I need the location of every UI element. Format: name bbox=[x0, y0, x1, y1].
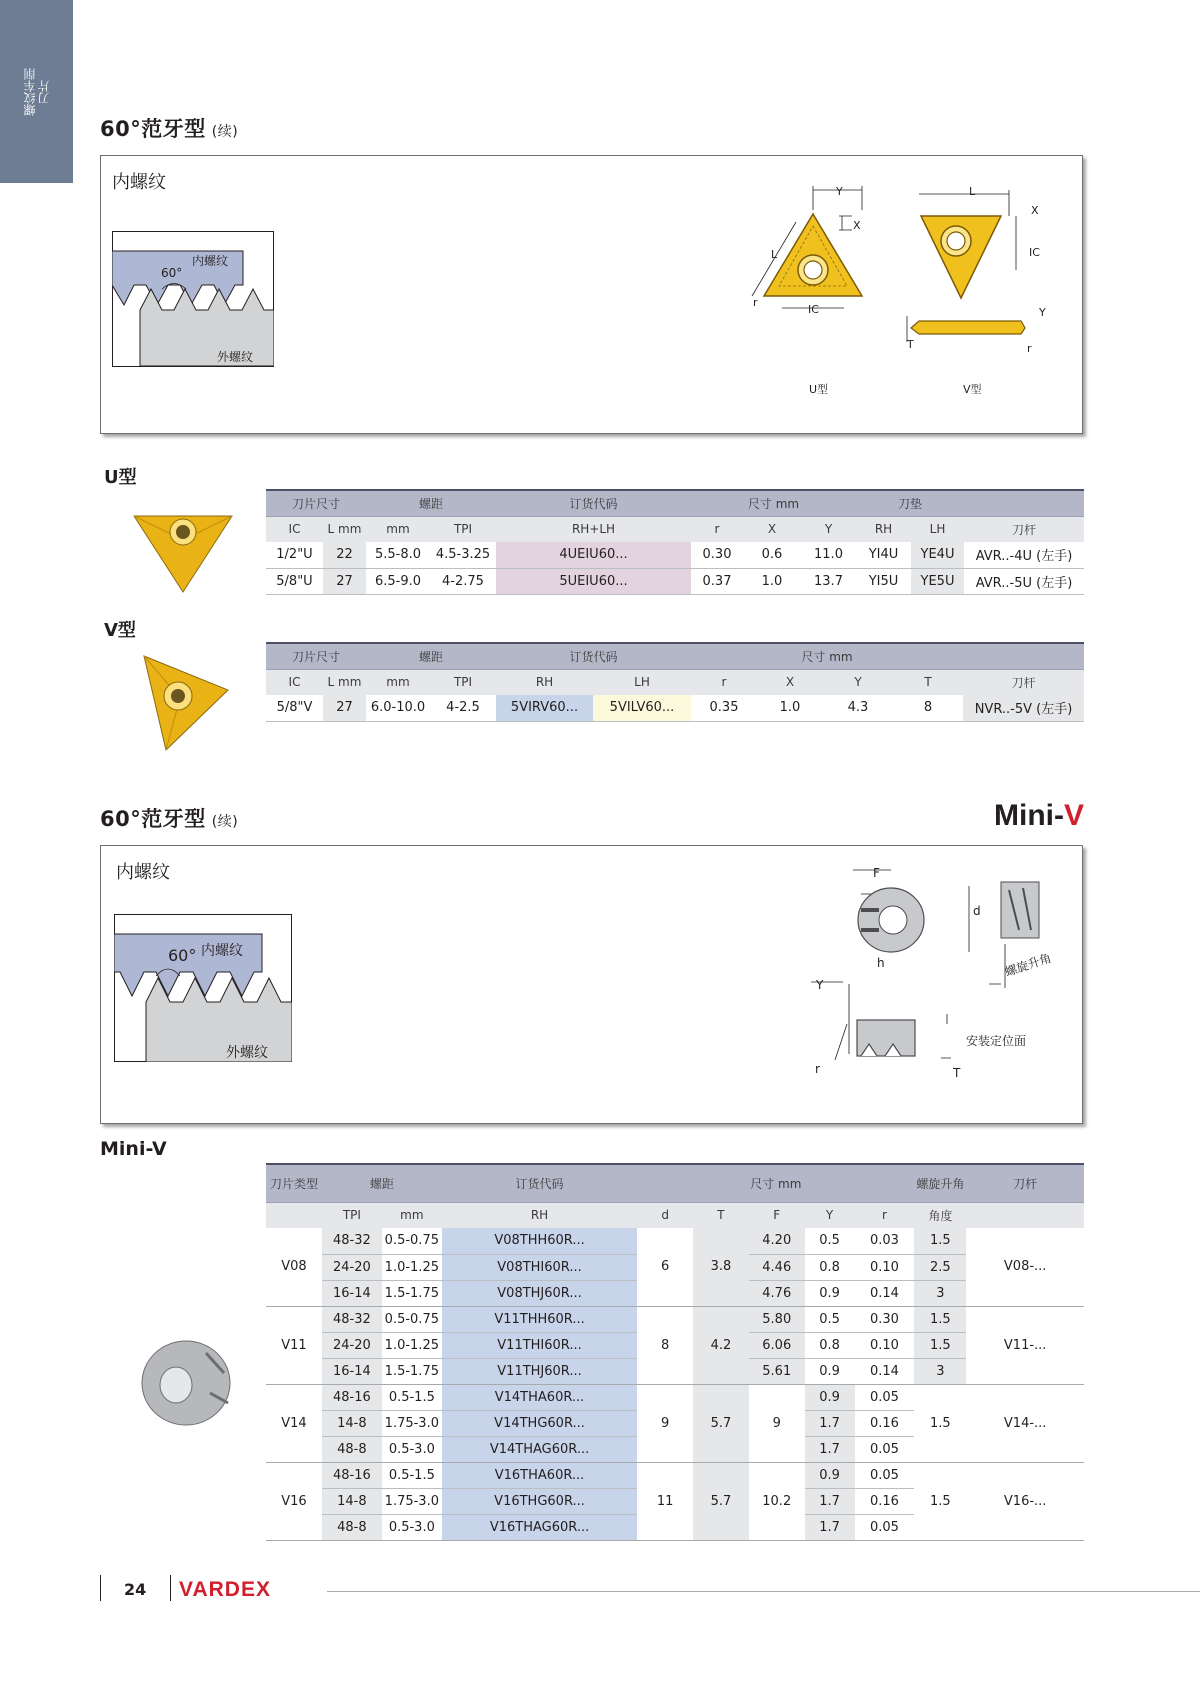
cell-ic: 5/8"U bbox=[266, 568, 323, 594]
cell-y: 0.5 bbox=[805, 1306, 855, 1332]
cell-y: 0.8 bbox=[805, 1332, 855, 1358]
cell-angle: 2.5 bbox=[914, 1254, 966, 1280]
column-header: F bbox=[749, 1202, 805, 1228]
cell-rh: V11THJ60R... bbox=[442, 1358, 637, 1384]
cell-type: V11 bbox=[266, 1306, 322, 1384]
cell-angle: 1.5 bbox=[914, 1384, 966, 1462]
cell-rh: V14THA60R... bbox=[442, 1384, 637, 1410]
cell-mm: 1.5-1.75 bbox=[382, 1358, 442, 1384]
helix-angle-label: 螺旋升角 bbox=[1003, 950, 1054, 980]
cell-rh: V11THI60R... bbox=[442, 1332, 637, 1358]
v-dim-y: Y bbox=[1039, 306, 1046, 319]
cell-tpi: 4-2.75 bbox=[430, 568, 496, 594]
cell-tpi: 24-20 bbox=[322, 1254, 382, 1280]
cell-ic: 1/2"U bbox=[266, 542, 323, 568]
cell-tpi: 4-2.5 bbox=[430, 695, 496, 721]
u-dim-r: r bbox=[753, 296, 758, 309]
column-header: IC bbox=[266, 516, 323, 542]
cell-shim-rh: YI4U bbox=[856, 542, 911, 568]
mini-dim-t: T bbox=[953, 1066, 961, 1080]
cell-r: 0.05 bbox=[855, 1384, 915, 1410]
cell-mm: 6.0-10.0 bbox=[366, 695, 430, 721]
cell-mm: 0.5-1.5 bbox=[382, 1384, 442, 1410]
cell-f: 5.61 bbox=[749, 1358, 805, 1384]
cell-code-rh: 5VIRV60... bbox=[496, 695, 593, 721]
cell-y: 11.0 bbox=[801, 542, 856, 568]
column-header-empty bbox=[266, 1202, 322, 1228]
cell-r: 0.10 bbox=[855, 1254, 915, 1280]
side-tab-text: 螺纹车削 刀片 bbox=[22, 67, 51, 116]
thread-angle-label: 60° bbox=[168, 946, 197, 965]
group-header: 螺距 bbox=[322, 1164, 442, 1202]
cell-rh: V16THA60R... bbox=[442, 1462, 637, 1488]
cell-code: 5UEIU60... bbox=[496, 568, 691, 594]
column-header: TPI bbox=[430, 516, 496, 542]
column-header: L mm bbox=[323, 669, 366, 695]
cell-d: 11 bbox=[637, 1462, 693, 1540]
group-header: 尺寸 mm bbox=[637, 1164, 914, 1202]
cell-code: 4UEIU60... bbox=[496, 542, 691, 568]
column-header: r bbox=[691, 669, 757, 695]
column-header: Y bbox=[805, 1202, 855, 1228]
thread-outer-label: 外螺纹 bbox=[226, 1045, 268, 1061]
cell-y: 4.3 bbox=[823, 695, 893, 721]
cell-mm: 0.5-0.75 bbox=[382, 1228, 442, 1254]
side-tab bbox=[0, 0, 73, 183]
section-title-text: 60°范牙型 bbox=[100, 117, 206, 141]
group-header: 刀片尺寸 bbox=[266, 643, 366, 669]
column-header: 角度 bbox=[914, 1202, 966, 1228]
cell-holder: NVR..-5V (左手) bbox=[963, 695, 1084, 721]
mini-dim-r: r bbox=[815, 1062, 820, 1076]
column-header: IC bbox=[266, 669, 323, 695]
mini-v-brand-text: Mini- bbox=[994, 799, 1064, 832]
u-dim-y: Y bbox=[836, 185, 843, 198]
column-header: TPI bbox=[322, 1202, 382, 1228]
cell-y: 1.7 bbox=[805, 1488, 855, 1514]
seat-face-label: 安装定位面 bbox=[966, 1034, 1027, 1048]
table-row bbox=[266, 542, 1084, 568]
cell-f: 4.46 bbox=[749, 1254, 805, 1280]
cell-r: 0.14 bbox=[855, 1358, 915, 1384]
cell-y: 1.7 bbox=[805, 1410, 855, 1436]
column-header: r bbox=[691, 516, 743, 542]
cell-ic: 5/8"V bbox=[266, 695, 323, 721]
cell-mm: 0.5-3.0 bbox=[382, 1514, 442, 1540]
table-row bbox=[266, 1462, 1084, 1488]
cell-mm: 1.0-1.25 bbox=[382, 1254, 442, 1280]
column-header: T bbox=[893, 669, 963, 695]
cell-l: 27 bbox=[323, 568, 366, 594]
page-number: 24 bbox=[124, 1580, 147, 1599]
group-header: 订货代码 bbox=[496, 490, 691, 516]
group-header: 刀垫 bbox=[856, 490, 964, 516]
cell-f: 5.80 bbox=[749, 1306, 805, 1332]
cell-tpi: 16-14 bbox=[322, 1358, 382, 1384]
mini-v-insert-image bbox=[136, 1333, 236, 1433]
cell-t: 3.8 bbox=[693, 1228, 749, 1306]
group-header: 刀片类型 bbox=[266, 1164, 322, 1202]
group-header: 螺距 bbox=[366, 643, 496, 669]
cell-type: V16 bbox=[266, 1462, 322, 1540]
mini-dim-f: F bbox=[873, 866, 880, 880]
v-dim-l: L bbox=[969, 185, 976, 198]
cell-angle: 1.5 bbox=[914, 1228, 966, 1254]
v-type-drawing bbox=[901, 186, 1031, 366]
group-header: 螺距 bbox=[366, 490, 496, 516]
cell-tpi: 16-14 bbox=[322, 1280, 382, 1306]
cell-f: 4.20 bbox=[749, 1228, 805, 1254]
cell-r: 0.05 bbox=[855, 1462, 915, 1488]
cell-rh: V11THH60R... bbox=[442, 1306, 637, 1332]
cell-t: 4.2 bbox=[693, 1306, 749, 1384]
cell-mm: 1.0-1.25 bbox=[382, 1332, 442, 1358]
cell-tpi: 48-32 bbox=[322, 1306, 382, 1332]
cell-y: 0.9 bbox=[805, 1462, 855, 1488]
mini-dim-h: h bbox=[877, 956, 885, 970]
mini-v-brand bbox=[994, 799, 1084, 833]
section-title-cont: (续) bbox=[211, 124, 239, 140]
cell-r: 0.37 bbox=[691, 568, 743, 594]
v-insert-image bbox=[138, 650, 234, 756]
v-dim-ic: IC bbox=[1029, 246, 1040, 259]
column-header: L mm bbox=[323, 516, 366, 542]
cell-tpi: 48-16 bbox=[322, 1384, 382, 1410]
u-dim-ic: IC bbox=[808, 303, 819, 316]
u-dim-l: L bbox=[771, 248, 778, 261]
cell-rh: V08THH60R... bbox=[442, 1228, 637, 1254]
thread-outer-label: 外螺纹 bbox=[217, 350, 254, 364]
cell-r: 0.10 bbox=[855, 1332, 915, 1358]
u-dim-x: X bbox=[853, 219, 861, 232]
cell-t: 5.7 bbox=[693, 1462, 749, 1540]
column-header: Y bbox=[801, 516, 856, 542]
cell-rh: V16THG60R... bbox=[442, 1488, 637, 1514]
cell-y: 1.7 bbox=[805, 1436, 855, 1462]
cell-y: 0.5 bbox=[805, 1228, 855, 1254]
group-header: 螺旋升角 bbox=[914, 1164, 966, 1202]
cell-angle: 1.5 bbox=[914, 1332, 966, 1358]
cell-rh: V14THAG60R... bbox=[442, 1436, 637, 1462]
cell-holder: V11-... bbox=[966, 1306, 1084, 1384]
column-header: 刀杆 bbox=[964, 516, 1084, 542]
cell-holder: V08-... bbox=[966, 1228, 1084, 1306]
cell-t: 5.7 bbox=[693, 1384, 749, 1462]
cell-y: 13.7 bbox=[801, 568, 856, 594]
cell-tpi: 48-8 bbox=[322, 1436, 382, 1462]
column-header: d bbox=[637, 1202, 693, 1228]
cell-holder: AVR..-4U (左手) bbox=[964, 542, 1084, 568]
column-header: RH+LH bbox=[496, 516, 691, 542]
thread-diagram bbox=[114, 914, 292, 1062]
table-row bbox=[266, 1228, 1084, 1254]
mini-dim-d: d bbox=[973, 904, 981, 918]
v-type-caption: V型 bbox=[963, 383, 982, 396]
cell-type: V14 bbox=[266, 1384, 322, 1462]
footer-divider bbox=[170, 1575, 171, 1601]
cell-angle: 1.5 bbox=[914, 1306, 966, 1332]
column-header: mm bbox=[366, 516, 430, 542]
cell-rh: V14THG60R... bbox=[442, 1410, 637, 1436]
cell-r: 0.14 bbox=[855, 1280, 915, 1306]
group-header: 订货代码 bbox=[496, 643, 691, 669]
cell-f: 6.06 bbox=[749, 1332, 805, 1358]
column-header: T bbox=[693, 1202, 749, 1228]
section-title-2 bbox=[100, 803, 238, 833]
u-type-table bbox=[266, 489, 1084, 595]
cell-mm: 5.5-8.0 bbox=[366, 542, 430, 568]
cell-holder: V14-... bbox=[966, 1384, 1084, 1462]
v-type-table bbox=[266, 642, 1084, 722]
cell-d: 6 bbox=[637, 1228, 693, 1306]
table-row bbox=[266, 568, 1084, 594]
table-row bbox=[266, 1306, 1084, 1332]
cell-tpi: 48-8 bbox=[322, 1514, 382, 1540]
column-header: mm bbox=[382, 1202, 442, 1228]
column-header: LH bbox=[911, 516, 964, 542]
cell-mm: 6.5-9.0 bbox=[366, 568, 430, 594]
thread-angle-label: 60° bbox=[161, 266, 183, 280]
cell-x: 0.6 bbox=[743, 542, 801, 568]
cell-y: 0.9 bbox=[805, 1280, 855, 1306]
section-title-text: 60°范牙型 bbox=[100, 807, 206, 831]
cell-d: 8 bbox=[637, 1306, 693, 1384]
group-header-empty bbox=[964, 490, 1084, 516]
cell-y: 0.8 bbox=[805, 1254, 855, 1280]
cell-tpi: 24-20 bbox=[322, 1332, 382, 1358]
mini-v-brand-v: V bbox=[1063, 799, 1084, 832]
thread-inner-label: 内螺纹 bbox=[201, 943, 243, 959]
cell-y: 1.7 bbox=[805, 1514, 855, 1540]
cell-mm: 1.75-3.0 bbox=[382, 1488, 442, 1514]
column-header: LH bbox=[593, 669, 691, 695]
column-header: RH bbox=[496, 669, 593, 695]
column-header: X bbox=[743, 516, 801, 542]
cell-mm: 1.5-1.75 bbox=[382, 1280, 442, 1306]
v-dim-t: T bbox=[907, 338, 914, 351]
cell-f: 10.2 bbox=[749, 1462, 805, 1540]
footer-rule bbox=[327, 1591, 1200, 1592]
cell-tpi: 14-8 bbox=[322, 1410, 382, 1436]
cell-r: 0.35 bbox=[691, 695, 757, 721]
column-header: Y bbox=[823, 669, 893, 695]
u-section-title: U型 bbox=[104, 467, 137, 488]
u-type-caption: U型 bbox=[809, 383, 829, 396]
cell-tpi: 48-32 bbox=[322, 1228, 382, 1254]
cell-r: 0.16 bbox=[855, 1410, 915, 1436]
cell-rh: V16THAG60R... bbox=[442, 1514, 637, 1540]
section-title-cont: (续) bbox=[211, 814, 239, 830]
column-header: 刀杆 bbox=[963, 669, 1084, 695]
cell-rh: V08THI60R... bbox=[442, 1254, 637, 1280]
group-header: 订货代码 bbox=[442, 1164, 637, 1202]
cell-f: 9 bbox=[749, 1384, 805, 1462]
cell-x: 1.0 bbox=[743, 568, 801, 594]
cell-mm: 0.5-3.0 bbox=[382, 1436, 442, 1462]
group-header: 尺寸 mm bbox=[691, 643, 963, 669]
cell-l: 27 bbox=[323, 695, 366, 721]
section-title bbox=[100, 113, 238, 143]
cell-d: 9 bbox=[637, 1384, 693, 1462]
panel-label: 内螺纹 bbox=[112, 172, 166, 193]
cell-holder: V16-... bbox=[966, 1462, 1084, 1540]
column-header: X bbox=[757, 669, 823, 695]
v-section-title: V型 bbox=[104, 620, 136, 641]
cell-mm: 0.5-0.75 bbox=[382, 1306, 442, 1332]
cell-rh: V08THJ60R... bbox=[442, 1280, 637, 1306]
cell-shim-lh: YE4U bbox=[911, 542, 964, 568]
cell-type: V08 bbox=[266, 1228, 322, 1306]
vardex-logo: VARDEX bbox=[179, 1578, 271, 1601]
cell-tpi: 14-8 bbox=[322, 1488, 382, 1514]
cell-l: 22 bbox=[323, 542, 366, 568]
cell-angle: 1.5 bbox=[914, 1462, 966, 1540]
cell-t: 8 bbox=[893, 695, 963, 721]
cell-angle: 3 bbox=[914, 1358, 966, 1384]
v-dim-r: r bbox=[1027, 342, 1032, 355]
column-header: TPI bbox=[430, 669, 496, 695]
group-header: 尺寸 mm bbox=[691, 490, 856, 516]
column-header-empty bbox=[966, 1202, 1084, 1228]
group-header: 刀片尺寸 bbox=[266, 490, 366, 516]
cell-code-lh: 5VILV60... bbox=[593, 695, 691, 721]
table-row bbox=[266, 1384, 1084, 1410]
diagram-panel-2 bbox=[100, 845, 1083, 1124]
column-header: mm bbox=[366, 669, 430, 695]
cell-mm: 0.5-1.5 bbox=[382, 1462, 442, 1488]
diagram-panel-1 bbox=[100, 155, 1083, 434]
cell-y: 0.9 bbox=[805, 1384, 855, 1410]
group-header-empty bbox=[963, 643, 1084, 669]
v-dim-x: X bbox=[1031, 204, 1039, 217]
cell-r: 0.30 bbox=[691, 542, 743, 568]
cell-tpi: 4.5-3.25 bbox=[430, 542, 496, 568]
group-header: 刀杆 bbox=[966, 1164, 1084, 1202]
mini-dim-y: Y bbox=[816, 978, 824, 992]
u-insert-image bbox=[130, 510, 236, 596]
minv-section-title: Mini-V bbox=[100, 1138, 167, 1160]
column-header: RH bbox=[442, 1202, 637, 1228]
cell-r: 0.03 bbox=[855, 1228, 915, 1254]
cell-r: 0.05 bbox=[855, 1436, 915, 1462]
minv-table bbox=[266, 1163, 1084, 1541]
cell-holder: AVR..-5U (左手) bbox=[964, 568, 1084, 594]
cell-x: 1.0 bbox=[757, 695, 823, 721]
cell-angle: 3 bbox=[914, 1280, 966, 1306]
table-row bbox=[266, 695, 1084, 721]
cell-r: 0.05 bbox=[855, 1514, 915, 1540]
thread-inner-label: 内螺纹 bbox=[192, 254, 229, 268]
cell-tpi: 48-16 bbox=[322, 1462, 382, 1488]
cell-shim-lh: YE5U bbox=[911, 568, 964, 594]
cell-r: 0.16 bbox=[855, 1488, 915, 1514]
cell-f: 4.76 bbox=[749, 1280, 805, 1306]
column-header: RH bbox=[856, 516, 911, 542]
cell-y: 0.9 bbox=[805, 1358, 855, 1384]
column-header: r bbox=[855, 1202, 915, 1228]
cell-r: 0.30 bbox=[855, 1306, 915, 1332]
panel-label: 内螺纹 bbox=[116, 862, 170, 883]
cell-mm: 1.75-3.0 bbox=[382, 1410, 442, 1436]
footer-divider bbox=[100, 1575, 101, 1601]
cell-shim-rh: YI5U bbox=[856, 568, 911, 594]
